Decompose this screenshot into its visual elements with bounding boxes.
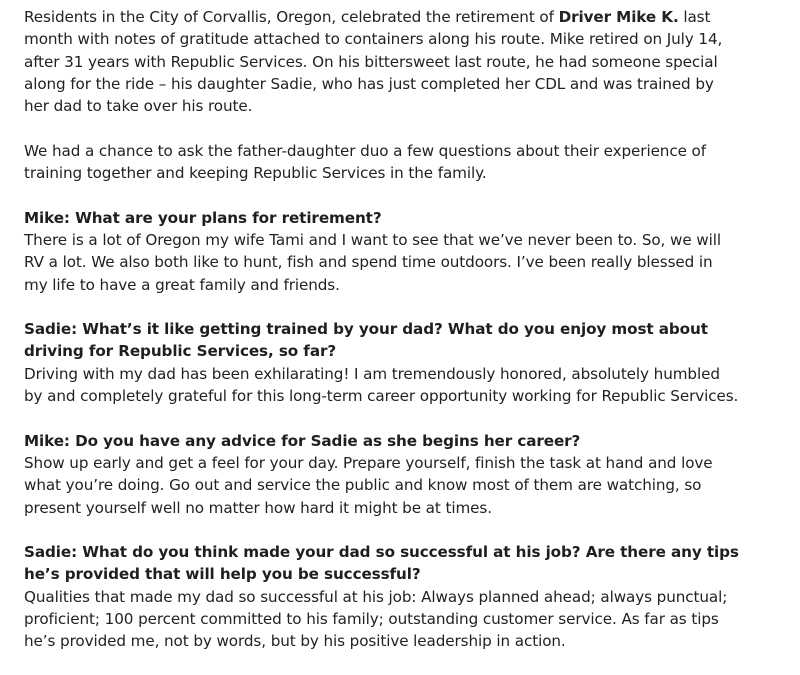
qa-block (24, 318, 739, 407)
intro-text-before: Residents in the City of Corvallis, Oregon, celebrated the retirement of (24, 8, 559, 26)
question: Sadie: What’s it like getting trained by your dad? What do you enjoy most about driving for Republic Services, so far? (24, 320, 708, 361)
answer: Driving with my dad has been exhilarating! I am tremendously honored, absolutely humbled by and completely grateful for this long-term career opportunity working for Republic Services. (24, 364, 739, 406)
driver-name: Driver Mike K. (558, 8, 679, 26)
qa-block (24, 541, 739, 652)
intro-paragraph (24, 6, 739, 117)
question: Sadie: What do you think made your dad so successful at his job? Are there any tips he’s provided that will help you be successful? (24, 543, 739, 584)
qa-block (24, 207, 739, 296)
intro-text-after: last month with notes of gratitude attached to containers along his route. Mike retired on July 14, after 31 years with Republic Services. On his bittersweet last route, he had someone special along for the ride – his daughter Sadie, who has just completed her CDL and was trained by her dad to take over his route. (24, 8, 723, 116)
lead-paragraph: We had a chance to ask the father-daughter duo a few questions about their experience of training together and keeping Republic Services in the family. (24, 141, 706, 183)
answer: Qualities that made my dad so successful at his job: Always planned ahead; always punctual; proficient; 100 percent committed to his family; outstanding customer service. As far as tips he’s provided me, not by words, but by his positive leadership in action. (24, 587, 728, 651)
question: Mike: Do you have any advice for Sadie as she begins her career? (24, 431, 581, 450)
answer: There is a lot of Oregon my wife Tami and I want to see that we’ve never been to. So, we will RV a lot. We also both like to hunt, fish and spend time outdoors. I’ve been really blessed in my life to have a great family and friends. (24, 230, 721, 294)
article-body (24, 6, 739, 675)
answer: Show up early and get a feel for your day. Prepare yourself, finish the task at hand and love what you’re doing. Go out and service the public and know most of them are watching, so present yourself well no matter how hard it might be at times. (24, 453, 713, 517)
qa-block (24, 430, 739, 519)
question: Mike: What are your plans for retirement? (24, 208, 382, 227)
